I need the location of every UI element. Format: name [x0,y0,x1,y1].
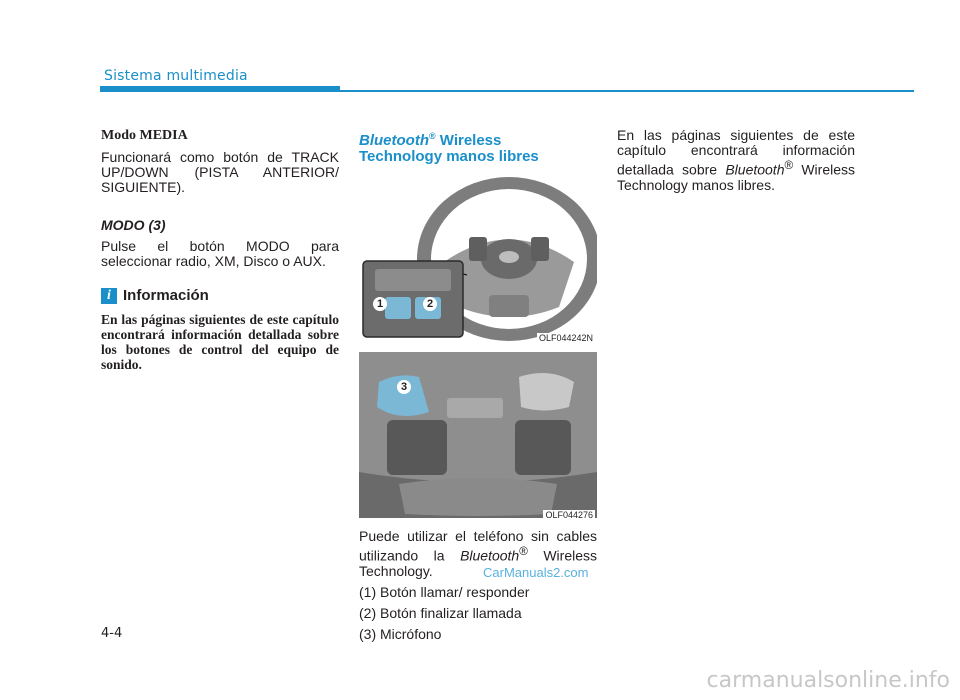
section-title: Sistema multimedia [104,68,248,84]
steering-wheel-illustration [359,177,597,341]
header-rule-thick [100,86,340,92]
bluetooth-heading [359,128,597,165]
figure-code-2: OLF044276 [545,510,593,520]
bluetooth-intro-post: Wireless Technology. [359,547,598,579]
column-left [101,128,339,372]
bluetooth-heading-rest1: Wireless [435,132,502,149]
microphone-figure [359,352,597,523]
bluetooth-heading-rest2: Technology manos libres [359,148,539,165]
media-mode-text: Funcionará como botón de TRACK UP/DOWN (PISTA ANTERIOR/ SIGUIENTE). [101,149,339,195]
site-watermark: carmanualsonline.info [706,668,950,693]
info-icon: i [101,288,117,304]
list-item: (1) Botón llamar/ responder [359,583,530,600]
header-rule-thin [340,90,914,92]
callout-1: 1 [373,297,387,311]
mode-text: Pulse el botón MODO para seleccionar radio, XM, Disco o AUX. [101,238,339,269]
right-text-post: Wireless Technology manos libres. [617,161,855,193]
bluetooth-intro-reg: ® [519,545,528,558]
info-text: En las páginas siguientes de este capítulo encontrará información detallada sobre los botones de control del equipo de sonido. [101,312,339,372]
bluetooth-intro-pre: Puede utilizar el teléfono sin cables utilizando la [359,528,597,564]
steering-wheel-figure [359,177,597,346]
right-text-brand: Bluetooth [725,161,785,178]
mode-heading: MODO (3) [101,217,166,233]
bluetooth-heading-reg: ® [428,131,436,141]
info-title: Información [123,287,209,304]
info-box [101,287,339,372]
page-number: 4-4 [101,626,123,641]
right-text-reg: ® [784,159,794,172]
list-item: (2) Botón finalizar llamada [359,604,522,621]
right-text-pre: En las páginas siguientes de este capítulo encontrará información detallada sobre [617,127,855,178]
media-mode-heading: Modo MEDIA [101,128,188,143]
callout-2: 2 [423,297,437,311]
bluetooth-intro-brand: Bluetooth [460,547,520,564]
bluetooth-heading-brand: Bluetooth [359,132,429,149]
right-column-text [617,128,855,193]
overhead-console-illustration [359,352,597,518]
watermark-text: CarManuals2.com [483,565,589,580]
callout-3: 3 [397,380,411,394]
column-right [617,128,855,199]
figure-code-1: OLF044242N [538,333,593,343]
list-item: (3) Micrófono [359,625,442,642]
